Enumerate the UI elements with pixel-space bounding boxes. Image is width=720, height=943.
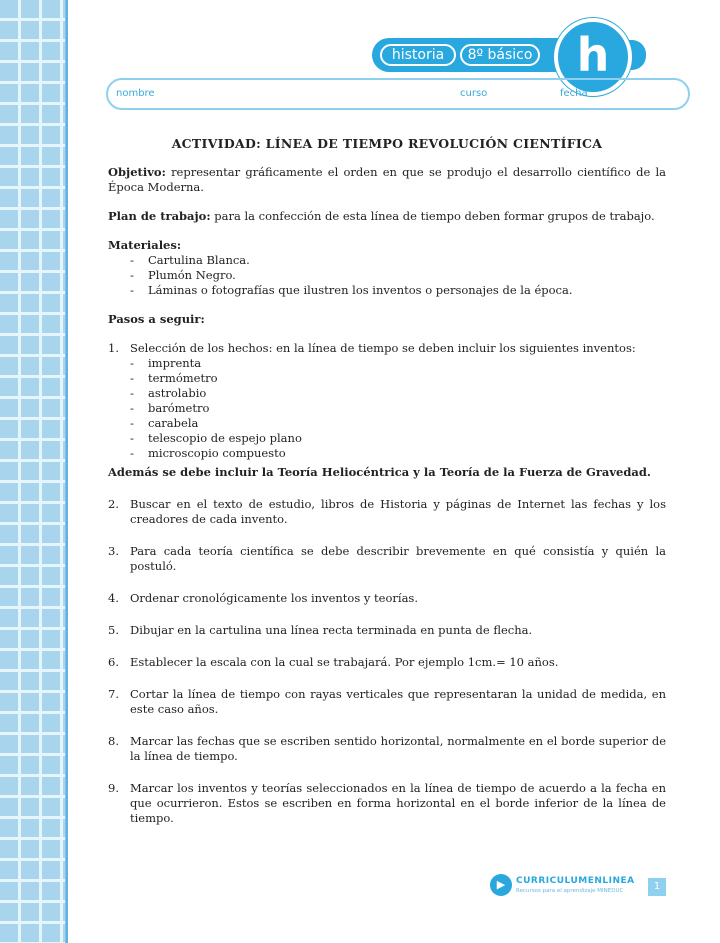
step-number: 9.: [108, 781, 119, 795]
subject-logo: h: [554, 18, 632, 96]
grade-tag: 8º básico: [460, 44, 540, 66]
step-number: 1.: [108, 341, 119, 355]
plan-label: Plan de trabajo:: [108, 209, 211, 223]
step-number: 5.: [108, 623, 119, 637]
steps-list: [108, 341, 666, 461]
list-item: - carabela: [130, 416, 666, 431]
materials-label: Materiales:: [108, 238, 182, 252]
date-field-label: fecha: [560, 88, 588, 99]
step-item: [108, 544, 666, 574]
objective-label: Objetivo:: [108, 165, 166, 179]
document-body: [108, 136, 666, 843]
footer-brand-sub: Recursos para el aprendizaje MINEDUC: [516, 888, 624, 894]
step-number: 6.: [108, 655, 119, 669]
step-text: Para cada teoría científica se debe describir brevemente en qué consistía y quién la postuló.: [130, 544, 666, 573]
list-item: - barómetro: [130, 401, 666, 416]
list-item: - astrolabio: [130, 386, 666, 401]
step-text: Buscar en el texto de estudio, libros de Historia y páginas de Internet las fechas y los creadores de cada invento.: [130, 497, 666, 526]
step-item: [108, 734, 666, 764]
document-title: ACTIVIDAD: LÍNEA DE TIEMPO REVOLUCIÓN CIENTÍFICA: [171, 136, 603, 151]
subject-tag: historia: [380, 44, 456, 66]
student-info-box: [106, 78, 690, 110]
step-item: [108, 781, 666, 826]
page-number: 1: [648, 878, 666, 896]
step-number: 7.: [108, 687, 119, 701]
step-item: [108, 687, 666, 717]
list-item: - Cartulina Blanca.: [130, 253, 666, 268]
step-text: Ordenar cronológicamente los inventos y teorías.: [130, 591, 418, 605]
step-number: 4.: [108, 591, 119, 605]
list-item: - imprenta: [130, 356, 666, 371]
steps-label: Pasos a seguir:: [108, 312, 205, 326]
step-number: 2.: [108, 497, 119, 511]
list-item: - telescopio de espejo plano: [130, 431, 666, 446]
step-item: [108, 497, 666, 527]
inventions-list: [130, 356, 666, 461]
objective-text: representar gráficamente el orden en que se produjo el desarrollo científico de la Época Moderna.: [108, 165, 667, 194]
course-field-label: curso: [460, 88, 488, 99]
step-text: Cortar la línea de tiempo con rayas verticales que representaran la unidad de medida, en este caso años.: [130, 687, 666, 716]
step-text: Establecer la escala con la cual se trabajará. Por ejemplo 1cm.= 10 años.: [130, 655, 559, 669]
step-item: [108, 623, 666, 638]
steps-list-continued: [108, 497, 666, 826]
step-item: [108, 655, 666, 670]
plan-paragraph: [108, 209, 666, 224]
list-item: - termómetro: [130, 371, 666, 386]
list-item: - Plumón Negro.: [130, 268, 666, 283]
list-item: - Láminas o fotografías que ilustren los inventos o personajes de la época.: [130, 283, 666, 298]
step-item: [108, 341, 666, 461]
extra-theories-text: Además se debe incluir la Teoría Heliocéntrica y la Teoría de la Fuerza de Gravedad.: [108, 465, 651, 479]
step-text: Marcar las fechas que se escriben sentido horizontal, normalmente en el borde superior de la línea de tiempo.: [130, 734, 666, 763]
step-text: Dibujar en la cartulina una línea recta terminada en punta de flecha.: [130, 623, 533, 637]
step-number: 3.: [108, 544, 119, 558]
step-text: Marcar los inventos y teorías seleccionados en la línea de tiempo de acuerdo a la fecha en que ocurrieron. Estos se escriben en forma horizontal en el borde inferior de la línea de tiempo.: [130, 781, 666, 825]
materials-list: [130, 253, 666, 298]
objective-paragraph: [108, 165, 666, 195]
notebook-grid-strip: [0, 0, 68, 943]
step-number: 8.: [108, 734, 119, 748]
list-item: - microscopio compuesto: [130, 446, 666, 461]
name-field-label: nombre: [116, 88, 155, 99]
materials-section: [108, 238, 666, 298]
step-item: [108, 591, 666, 606]
footer-brand: CURRICULUMENLINEA: [516, 876, 635, 886]
step-text: Selección de los hechos: en la línea de tiempo se deben incluir los siguientes inventos:: [130, 341, 636, 355]
curriculum-logo-icon: ▶: [490, 874, 512, 896]
plan-text: para la confección de esta línea de tiempo deben formar grupos de trabajo.: [214, 209, 655, 223]
